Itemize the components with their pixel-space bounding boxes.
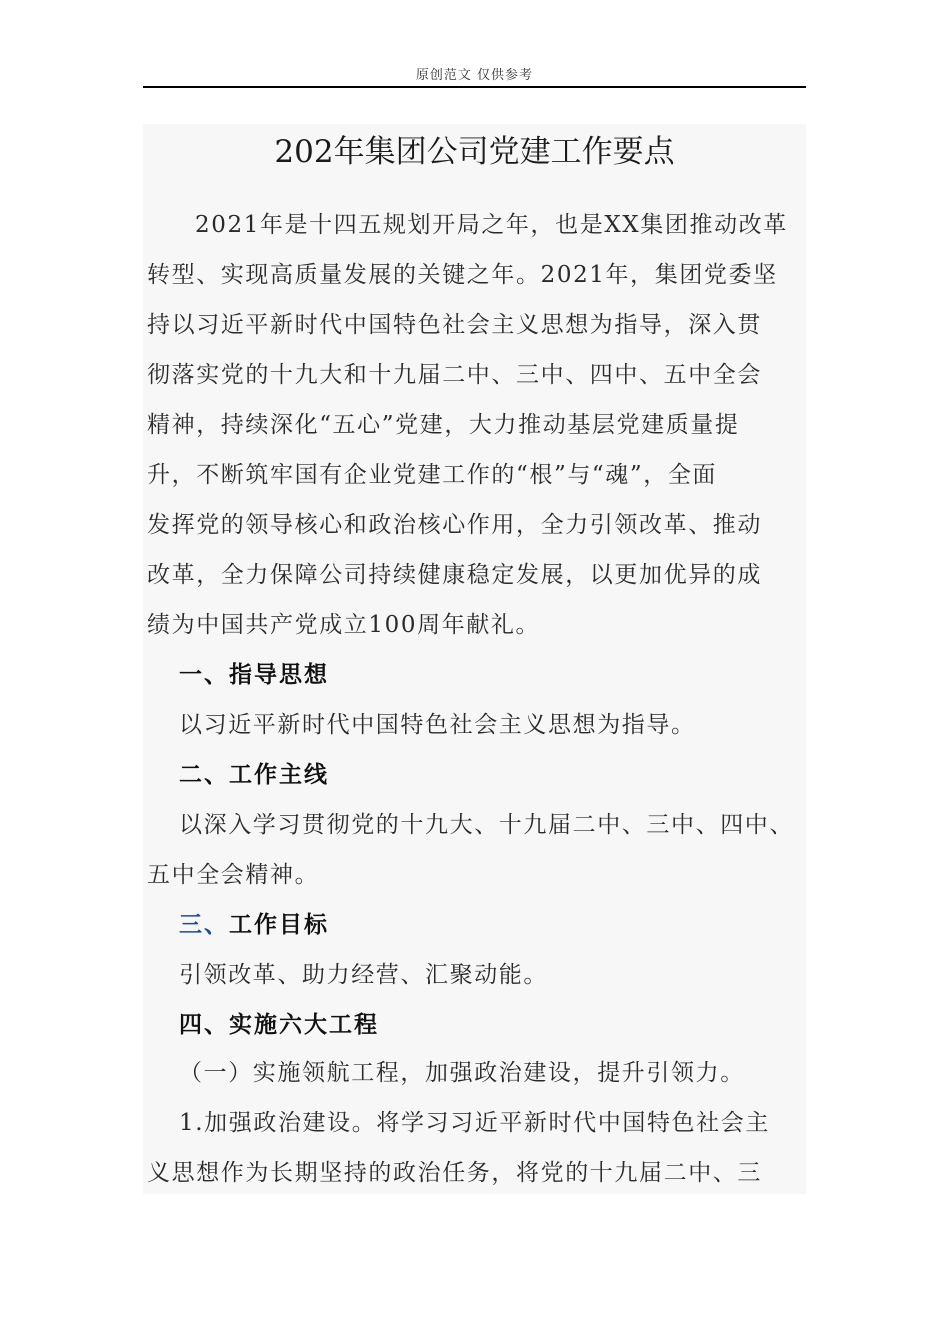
section-text-goals: 引领改革、助力经营、汇聚动能。 [179, 962, 548, 988]
subsection-heading-1: （一）实施领航工程，加强政治建设，提升引领力。 [179, 1060, 745, 1086]
document-title: 202年集团公司党建工作要点 [274, 134, 675, 170]
intro-line-7: 发挥党的领导核心和政治核心作用，全力引领改革、推动 [147, 512, 762, 538]
section-heading-guiding: 一、指导思想 [179, 662, 329, 688]
item-1-line-1: 1.加强政治建设。将学习习近平新时代中国特色社会主 [179, 1110, 770, 1136]
section-text-guiding: 以习近平新时代中国特色社会主义思想为指导。 [179, 712, 696, 738]
intro-line-4: 彻落实党的十九大和十九届二中、三中、四中、五中全会 [147, 362, 762, 388]
section-text-mainline-1: 以深入学习贯彻党的十九大、十九届二中、三中、四中、 [179, 812, 794, 838]
intro-line-8: 改革，全力保障公司持续健康稳定发展，以更加优异的成 [147, 562, 762, 588]
intro-line-2: 转型、实现高质量发展的关键之年。2021年，集团党委坚 [147, 262, 778, 288]
item-1-line-2: 义思想作为长期坚持的政治任务，将党的十九届二中、三 [147, 1160, 762, 1186]
section-heading-projects: 四、实施六大工程 [179, 1012, 379, 1038]
intro-line-9: 绩为中国共产党成立100周年献礼。 [147, 612, 541, 638]
section-heading-goals [179, 910, 329, 940]
section-heading-mainline: 二、工作主线 [179, 762, 329, 788]
intro-line-1: 2021年是十四五规划开局之年，也是XX集团推动改革 [195, 212, 788, 238]
document-body [143, 124, 806, 1194]
section-heading-goals-text: 工作目标 [229, 912, 329, 938]
intro-line-5: 精神，持续深化“五心”党建，大力推动基层党建质量提 [147, 412, 740, 438]
header-text: 原创范文 仅供参考 [415, 68, 534, 83]
intro-line-6: 升，不断筑牢国有企业党建工作的“根”与“魂”，全面 [147, 462, 718, 488]
section-heading-goals-number: 三、 [179, 912, 229, 938]
section-text-mainline-2: 五中全会精神。 [147, 862, 320, 888]
intro-line-3: 持以习近平新时代中国特色社会主义思想为指导，深入贯 [147, 312, 762, 338]
page-header [143, 64, 806, 88]
